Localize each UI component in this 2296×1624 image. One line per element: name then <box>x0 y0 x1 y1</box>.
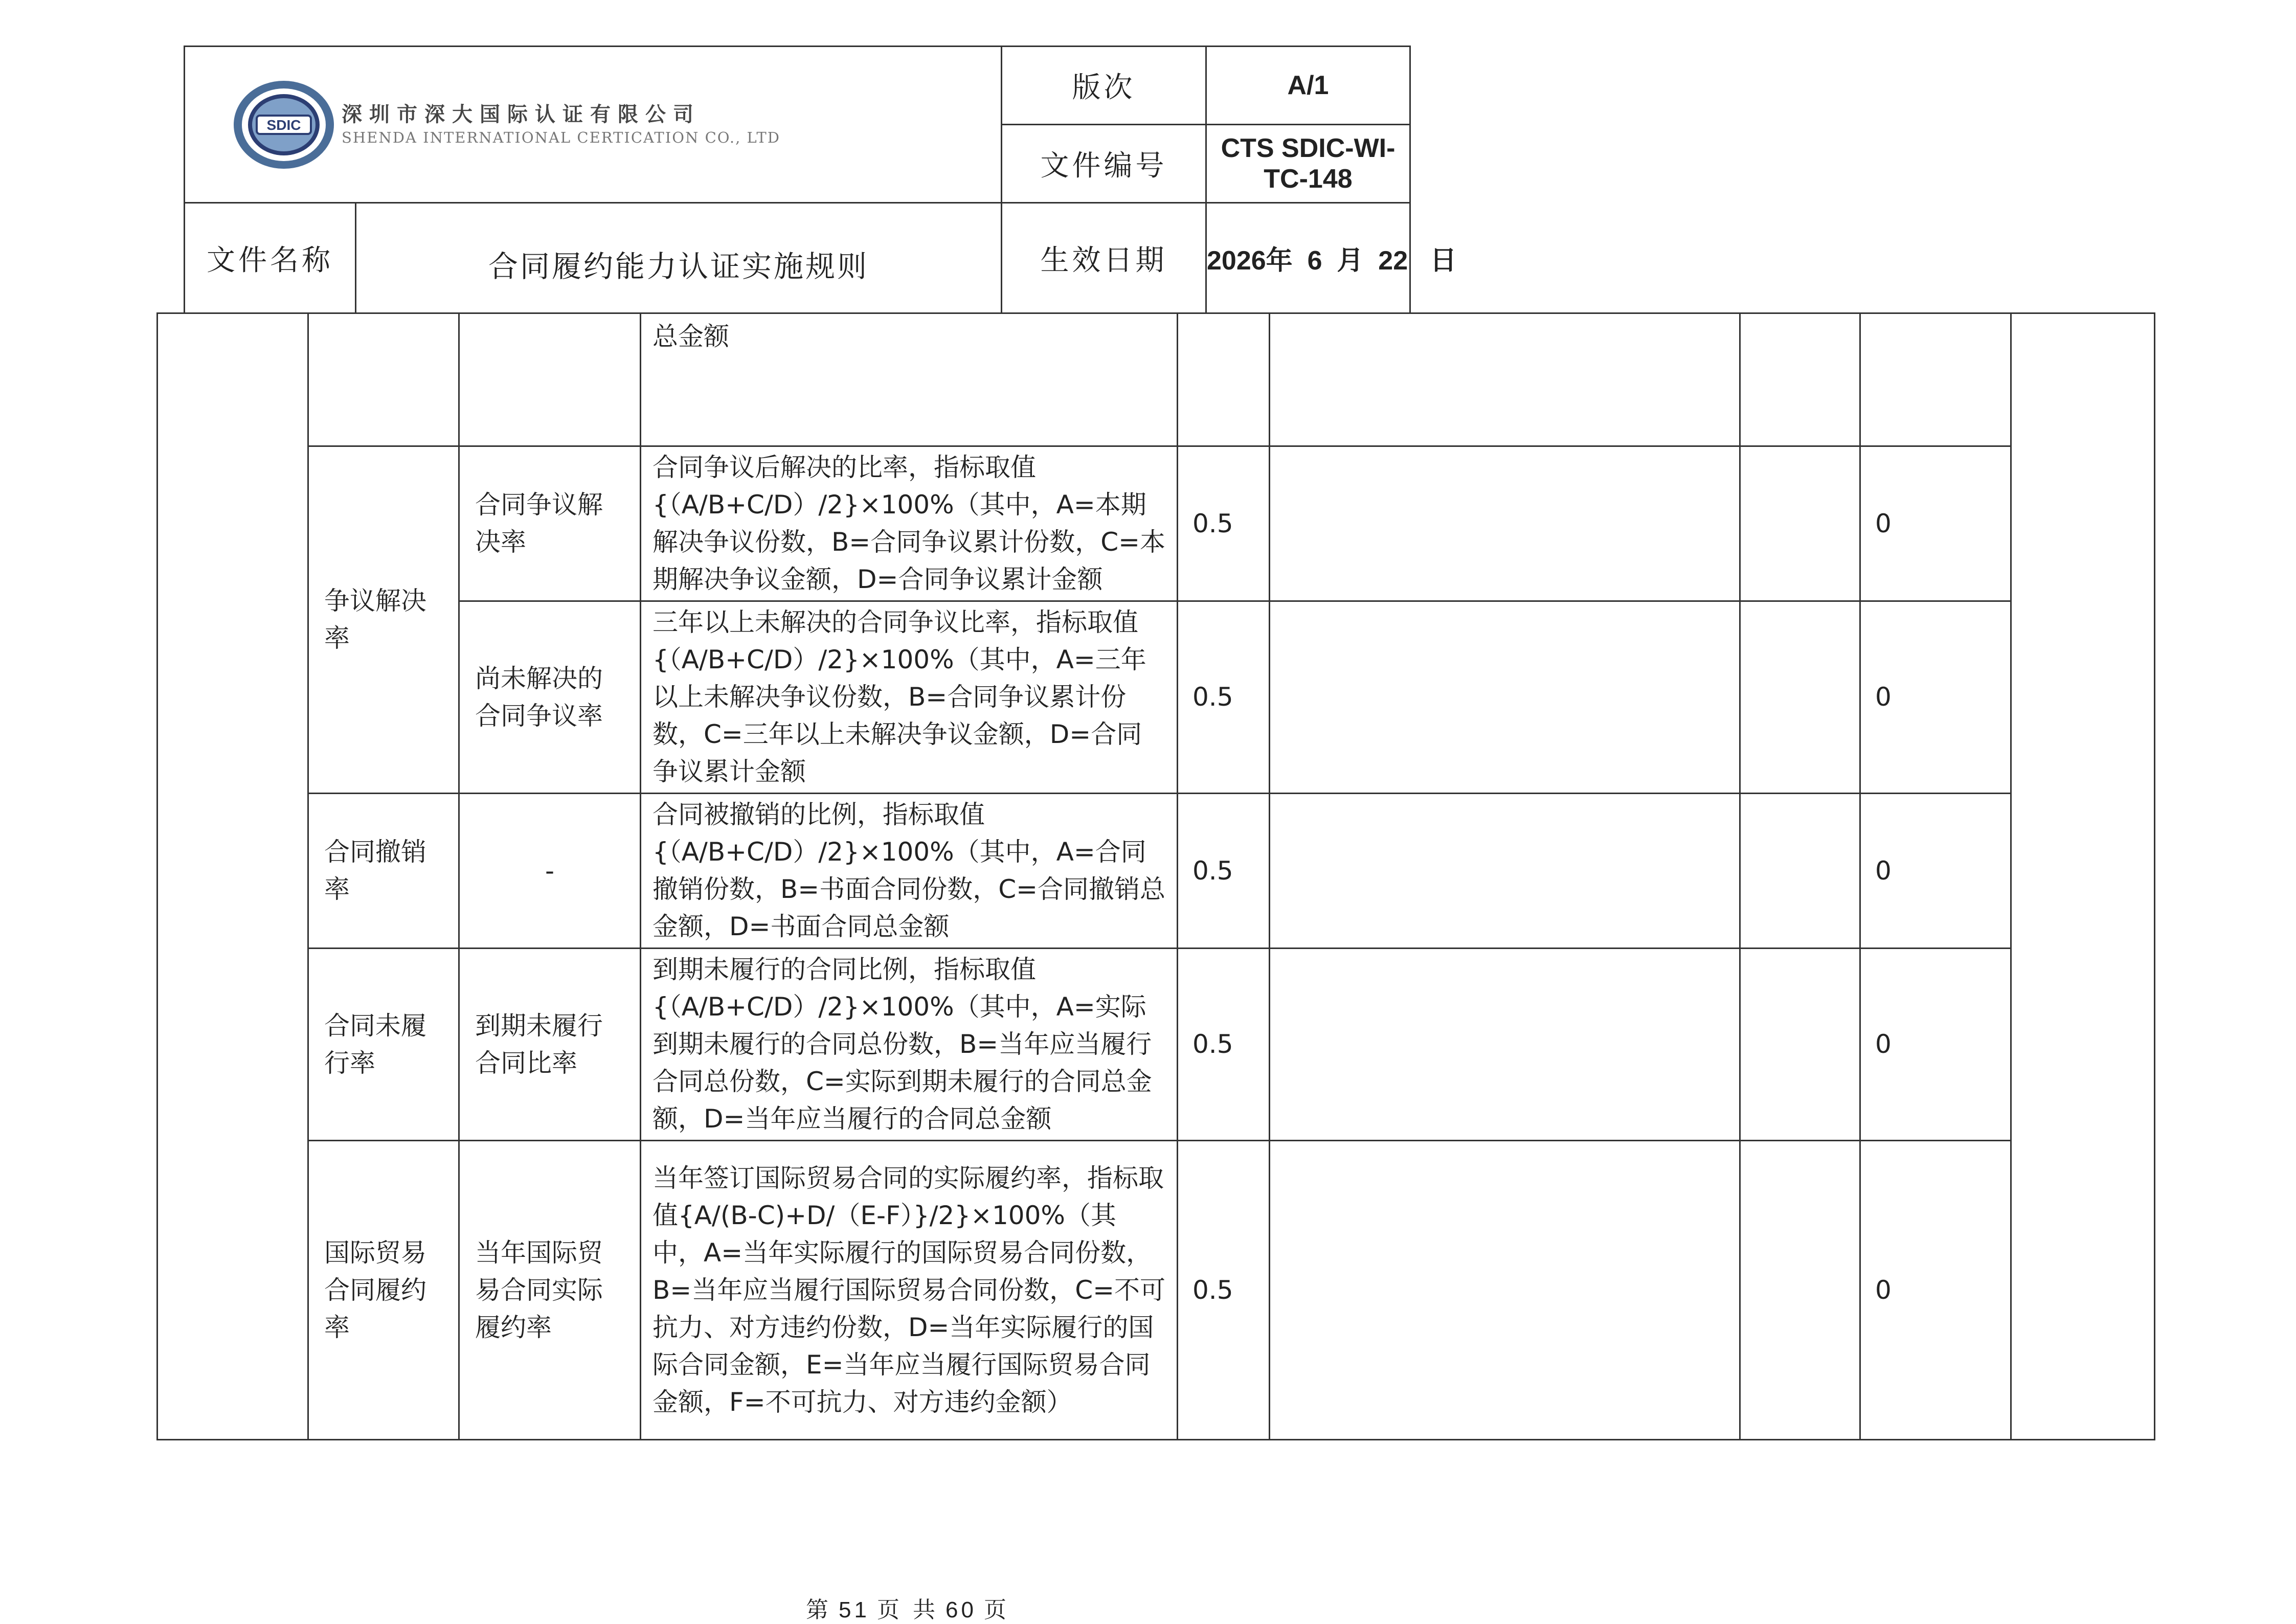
table-row <box>157 313 2155 446</box>
description-cell: 合同争议后解决的比率，指标取值{（A/B+C/D）/2}×100%（其中，A=本期解决争议份数，B=合同争议累计份数，C=本期解决争议金额，D=合同争议累计金额 <box>641 446 1178 601</box>
evidence-cell <box>1270 1141 1740 1440</box>
page-prefix: 第 <box>806 1597 832 1623</box>
document-header <box>184 46 1457 314</box>
indicator-table <box>156 312 2155 1440</box>
evidence-cell <box>1270 446 1740 601</box>
extra-cell <box>1740 794 1860 949</box>
logo-abbr: SDIC <box>266 117 301 133</box>
score-cell: 0 <box>1860 601 2011 794</box>
evidence-cell <box>1270 313 1740 446</box>
docname-label: 文件名称 <box>185 203 356 313</box>
score-cell: 0 <box>1860 794 2011 949</box>
table-row <box>157 446 2155 601</box>
docname-value: 合同履约能力认证实施规则 <box>356 203 1002 313</box>
table-row <box>157 794 2155 949</box>
weight-cell: 0.5 <box>1178 949 1270 1141</box>
version-label: 版次 <box>1002 47 1206 125</box>
category-cell <box>308 313 459 446</box>
weight-cell <box>1178 313 1270 446</box>
description-cell: 三年以上未解决的合同争议比率，指标取值{（A/B+C/D）/2}×100%（其中，A=三年以上未解决争议份数，B=合同争议累计份数，C=三年以上未解决争议金额，D=合同争议累计金额 <box>641 601 1178 794</box>
docno-label: 文件编号 <box>1002 125 1206 203</box>
page-mid: 页 共 <box>877 1597 938 1623</box>
company-name-cn: 深圳市深大国际认证有限公司 <box>342 103 701 127</box>
extra-cell <box>1740 446 1860 601</box>
score-cell <box>1860 313 2011 446</box>
indicator-cell: 到期未履行合同比率 <box>459 949 641 1141</box>
extra-cell <box>1740 601 1860 794</box>
page-number <box>0 1591 1815 1624</box>
total-pages: 60 <box>946 1597 977 1622</box>
extra-cell <box>1740 313 1860 446</box>
version-value: A/1 <box>1206 47 1410 125</box>
category-cell: 争议解决率 <box>308 446 459 794</box>
remark-cell <box>2011 313 2155 1440</box>
section-cell <box>157 313 308 1440</box>
score-cell: 0 <box>1860 1141 2011 1440</box>
company-name-en: SHENDA INTERNATIONAL CERTICATION CO., LTD <box>342 129 780 147</box>
weight-cell: 0.5 <box>1178 794 1270 949</box>
evidence-cell <box>1270 949 1740 1141</box>
weight-cell: 0.5 <box>1178 601 1270 794</box>
category-cell: 合同未履行率 <box>308 949 459 1141</box>
indicator-cell: 合同争议解决率 <box>459 446 641 601</box>
score-cell: 0 <box>1860 949 2011 1141</box>
description-cell: 合同被撤销的比例，指标取值{（A/B+C/D）/2}×100%（其中，A=合同撤销份数，B=书面合同份数，C=合同撤销总金额，D=书面合同总金额 <box>641 794 1178 949</box>
description-cell: 到期未履行的合同比例，指标取值{（A/B+C/D）/2}×100%（其中，A=实际到期未履行的合同总份数，B=当年应当履行合同总份数，C=实际到期未履行的合同总金额，D=当年应当履行的合同总金额 <box>641 949 1178 1141</box>
company-logo <box>230 79 337 171</box>
score-cell: 0 <box>1860 446 2011 601</box>
evidence-cell <box>1270 601 1740 794</box>
extra-cell <box>1740 949 1860 1141</box>
logo-cell <box>185 47 1002 203</box>
description-cell: 当年签订国际贸易合同的实际履约率，指标取值{A/(B-C)+D/（E-F）}/2}×100%（其中，A=当年实际履行的国际贸易合同份数，B=当年应当履行国际贸易合同份数，C=不可抗力、对方违约份数，D=当年实际履行的国际合同金额，E=当年应当履行国际贸易合同金额，F=不可抗力、对方违约金额） <box>641 1141 1178 1440</box>
extra-cell <box>1740 1141 1860 1440</box>
indicator-cell <box>459 313 641 446</box>
category-cell: 国际贸易合同履约率 <box>308 1141 459 1440</box>
indicator-cell: 尚未解决的合同争议率 <box>459 601 641 794</box>
table-row <box>157 949 2155 1141</box>
weight-cell: 0.5 <box>1178 446 1270 601</box>
indicator-cell: 当年国际贸易合同实际履约率 <box>459 1141 641 1440</box>
indicator-cell: - <box>459 794 641 949</box>
date-value: 2026年 6 月 22 日 <box>1206 203 1410 313</box>
date-label: 生效日期 <box>1002 203 1206 313</box>
docno-value: CTS SDIC-WI-TC-148 <box>1206 125 1410 203</box>
weight-cell: 0.5 <box>1178 1141 1270 1440</box>
current-page: 51 <box>839 1597 870 1622</box>
page-suffix: 页 <box>983 1597 1009 1623</box>
evidence-cell <box>1270 794 1740 949</box>
description-cell: 总金额 <box>641 313 1178 446</box>
category-cell: 合同撤销率 <box>308 794 459 949</box>
table-row <box>157 1141 2155 1440</box>
